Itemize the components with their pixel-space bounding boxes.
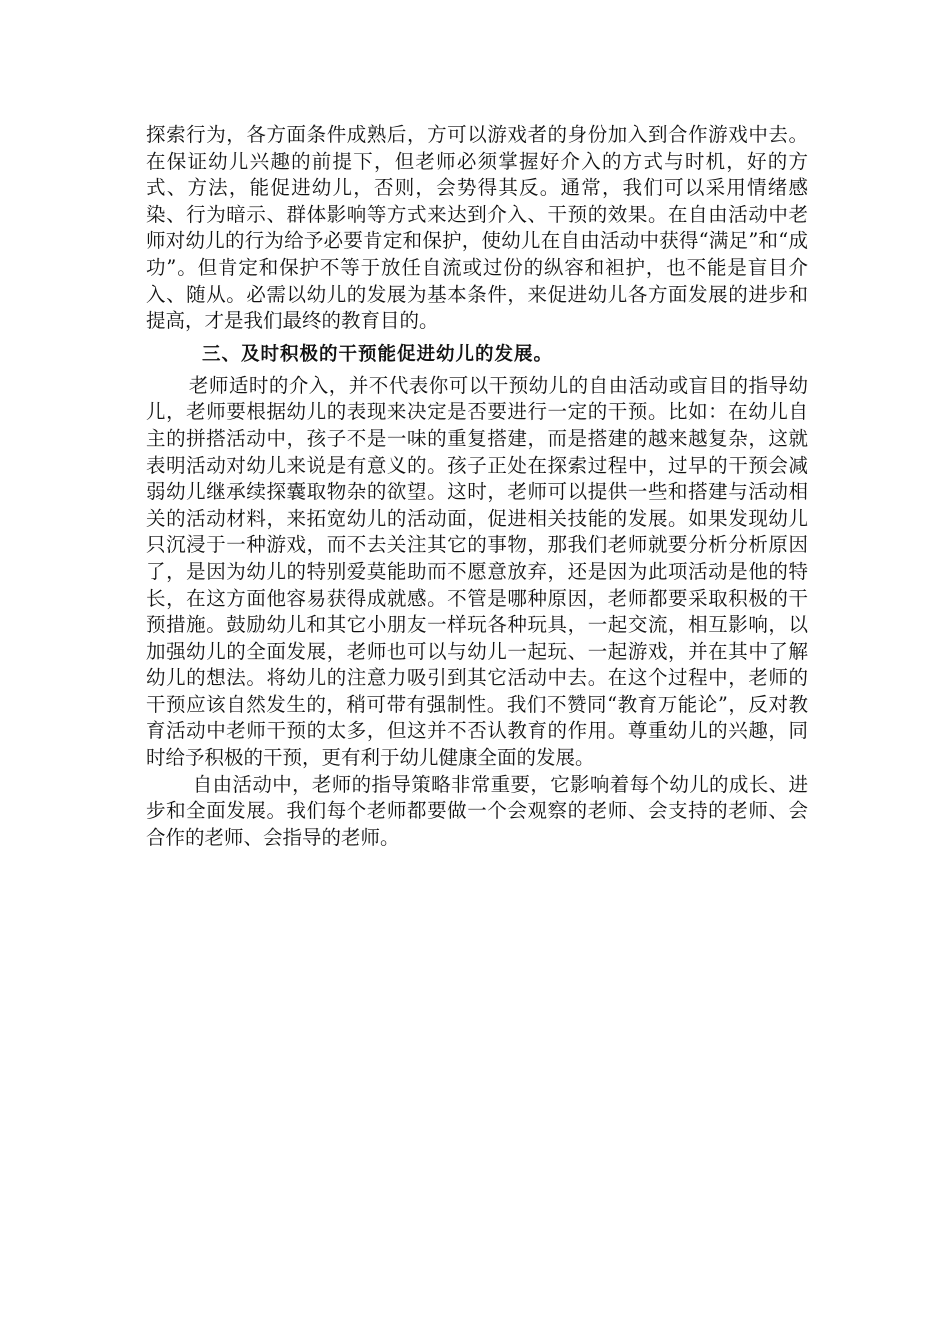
body-paragraph-conclusion: 自由活动中，老师的指导策略非常重要，它影响着每个幼儿的成长、进步和全面发展。我们每个老师都要做一个会观察的老师、会支持的老师、会合作的老师、会指导的老师。	[146, 772, 808, 849]
section-heading-3: 三、及时积极的干预能促进幼儿的发展。	[202, 343, 554, 365]
body-paragraph-intervention: 老师适时的介入，并不代表你可以干预幼儿的自由活动或盲目的指导幼儿，老师要根据幼儿的表现来决定是否要进行一定的干预。比如：在幼儿自主的拼搭活动中，孩子不是一味的重复搭建，而是搭建的越来越复杂，这就表明活动对幼儿来说是有意义的。孩子正处在探索过程中，过早的干预会减弱幼儿继承续探囊取物杂的欲望。这时，老师可以提供一些和搭建与活动相关的活动材料，来拓宽幼儿的活动面，促进相关技能的发展。如果发现幼儿只沉浸于一种游戏，而不去关注其它的事物，那我们老师就要分析分析原因了，是因为幼儿的特别爱莫能助而不愿意放弃，还是因为此项活动是他的特长，在这方面他容易获得成就感。不管是哪种原因，老师都要采取积极的干预措施。鼓励幼儿和其它小朋友一样玩各种玩具，一起交流，相互影响，以加强幼儿的全面发展，老师也可以与幼儿一起玩、一起游戏，并在其中了解幼儿的想法。将幼儿的注意力吸引到其它活动中去。在这个过程中，老师的干预应该自然发生的，稍可带有强制性。我们不赞同“教育万能论”，反对教育活动中老师干预的太多，但这并不否认教育的作用。尊重幼儿的兴趣，同时给予积极的干预，更有利于幼儿健康全面的发展。	[146, 373, 808, 770]
body-paragraph-continuation: 探索行为，各方面条件成熟后，方可以游戏者的身份加入到合作游戏中去。在保证幼儿兴趣的前提下，但老师必须掌握好介入的方式与时机，好的方式、方法，能促进幼儿，否则，会势得其反。通常，我们可以采用情绪感染、行为暗示、群体影响等方式来达到介入、干预的效果。在自由活动中老师对幼儿的行为给予必要肯定和保护，使幼儿在自由活动中获得“满足”和“成功”。但肯定和保护不等于放任自流或过份的纵容和袒护，也不能是盲目介入、随从。必需以幼儿的发展为基本条件，来促进幼儿各方面发展的进步和提高，才是我们最终的教育目的。	[146, 123, 808, 333]
document-body	[146, 122, 808, 851]
